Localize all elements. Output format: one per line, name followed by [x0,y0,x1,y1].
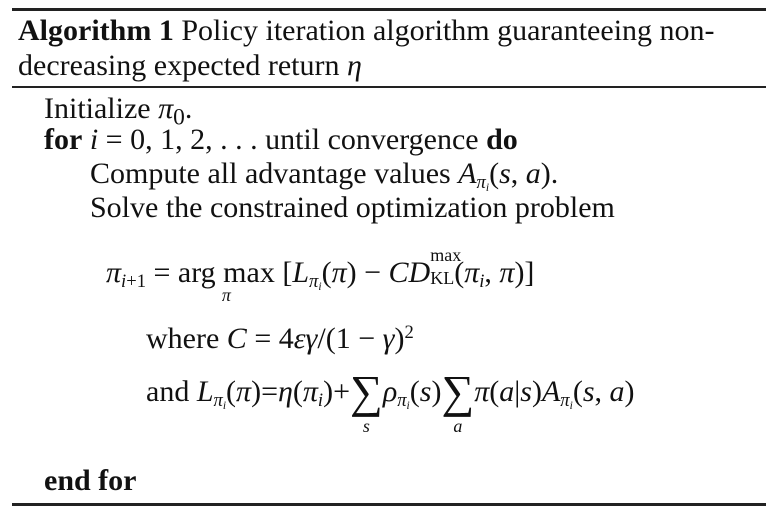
eta-symbol: η [347,49,362,82]
algorithm-caption-2: decreasing expected return [18,49,340,82]
where-text: where [146,322,220,355]
line-initialize: Initialize $\pi_0$. [44,92,193,131]
for-range: = 0, 1, 2, . . . until convergence [105,123,479,156]
l-definition: $L_{\pi_i}(\pi)=\eta(\pi_i)+\sum$ s $\rho_{\pi_i}(s)\sum$ a $\pi(a|s)A_{\pi_i}(s$, a) [196,366,635,436]
c-definition: $C = 4\varepsilon\gamma/(1 - \gamma)^2$ [226,321,414,355]
solve-text: Solve the constrained optimization problem [90,191,615,224]
and-text: and [146,375,190,408]
line-for [44,123,518,157]
bottom-rule [12,503,766,506]
algorithm-caption-1: Policy iteration algorithm guaranteeing non- [181,14,715,47]
line-and [146,366,635,436]
line-end-for: end for [44,464,137,497]
top-rule [12,8,766,11]
header-rule [12,86,766,88]
pi-zero-symbol: $\pi_0$ [158,92,185,131]
line-compute [90,157,559,195]
initialize-text: Initialize [44,92,151,125]
line-update-equation: $\pi_{i+1}$ = arg max π [$L_{\pi_i}(\pi)$ − CD max $KL(\pi_i$, π)] [106,245,535,305]
algorithm-header-line-2 [18,49,362,83]
compute-text: Compute all advantage values [90,157,451,190]
advantage-formula: $A_{\pi_i}(s$, a). [458,157,559,195]
line-solve [90,191,615,225]
line-where [146,322,414,356]
argmax-operator: arg max π [177,256,275,305]
i-variable: i [89,123,99,156]
for-keyword: for [44,123,83,156]
algorithm-header-line-1 [18,14,715,48]
algorithm-label: Algorithm 1 [18,14,174,47]
do-keyword: do [486,123,518,156]
